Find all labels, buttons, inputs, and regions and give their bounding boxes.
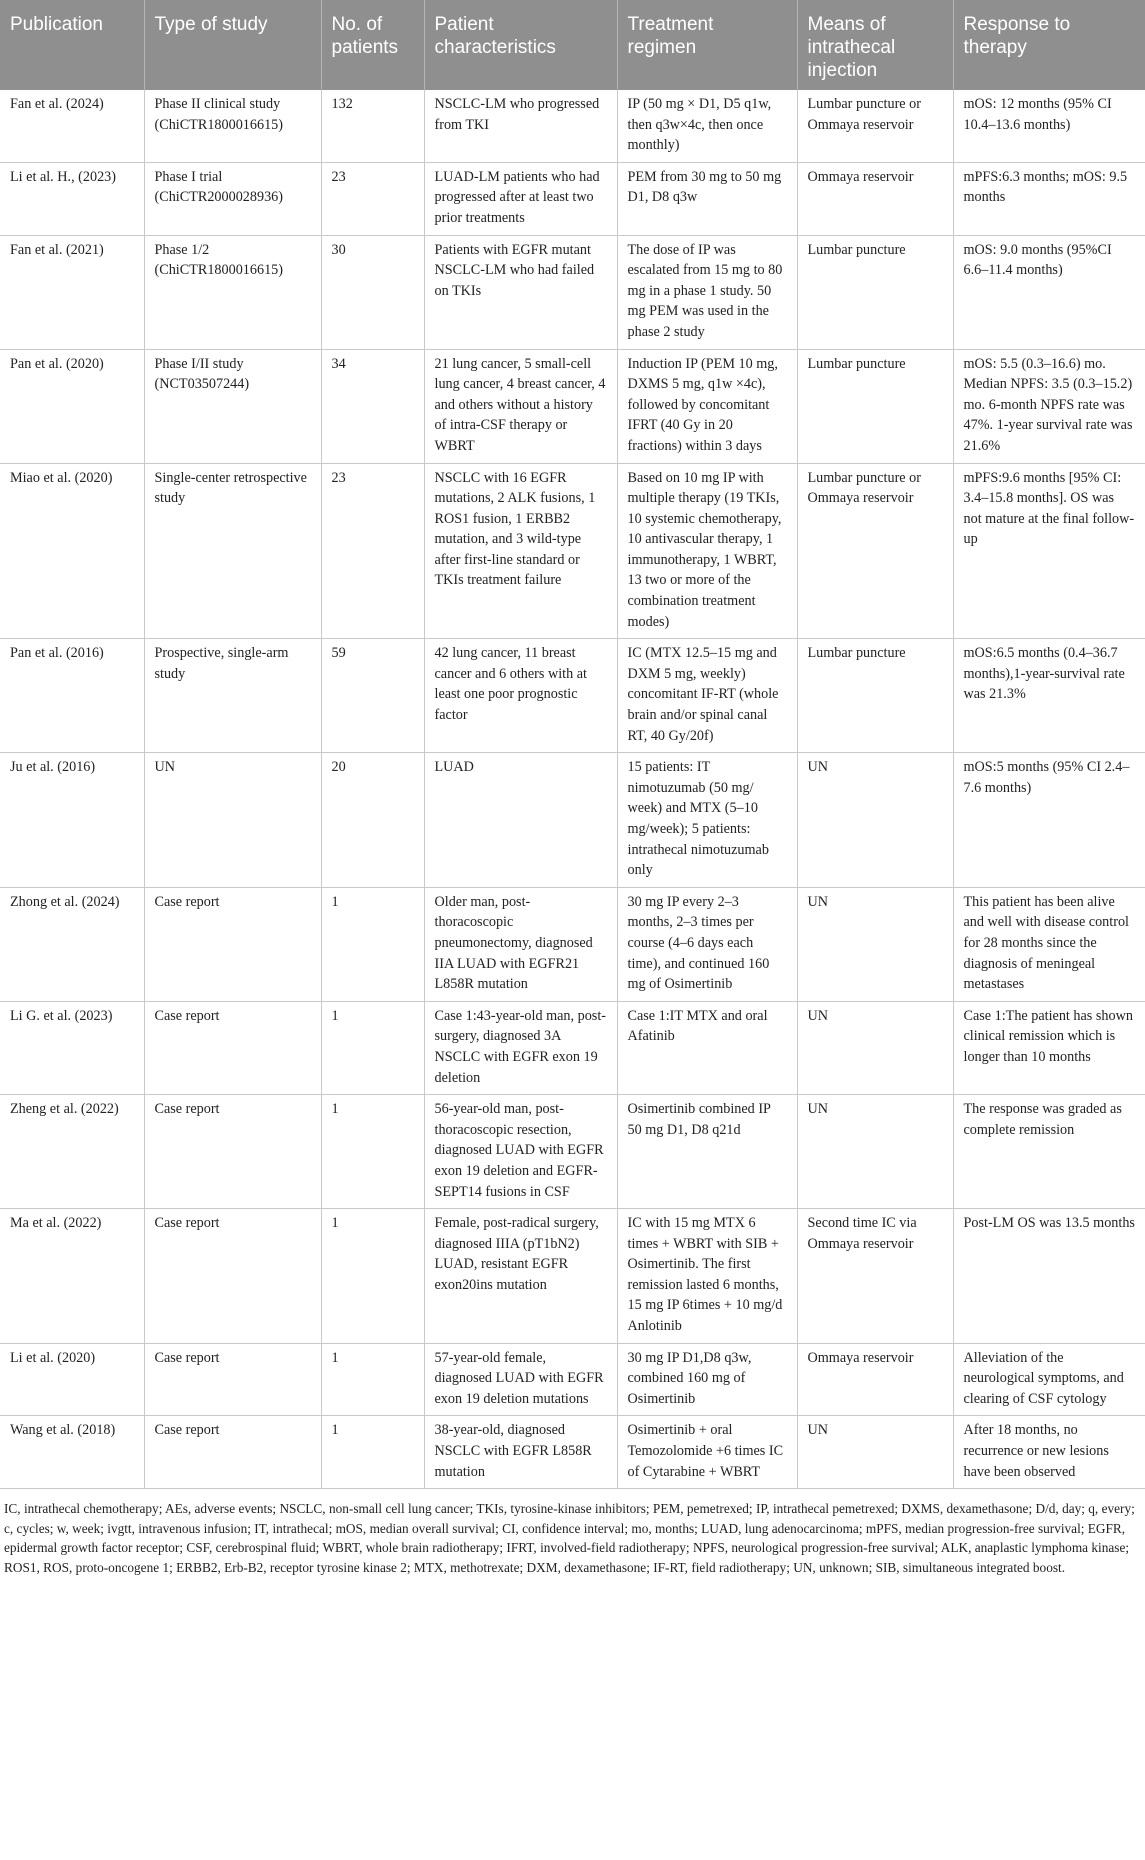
response-cell: mOS: 9.0 months (95%CI 6.6–11.4 months): [953, 235, 1145, 349]
publication-cell: Li et al. (2020): [0, 1343, 144, 1416]
treatment-regimen-cell: IP (50 mg × D1, D5 q1w, then q3w×4c, then once monthly): [617, 90, 797, 162]
injection-means-cell: UN: [797, 1416, 953, 1489]
table-row: [0, 1416, 1145, 1489]
table-row: [0, 1095, 1145, 1209]
treatment-regimen-cell: Osimertinib combined IP 50 mg D1, D8 q21d: [617, 1095, 797, 1209]
response-cell: After 18 months, no recurrence or new lesions have been observed: [953, 1416, 1145, 1489]
table-row: [0, 1343, 1145, 1416]
treatment-regimen-cell: Induction IP (PEM 10 mg, DXMS 5 mg, q1w ×4c), followed by concomitant IFRT (40 Gy in 20 fractions) within 3 days: [617, 349, 797, 463]
patient-characteristics-cell: Female, post-radical surgery, diagnosed IIIA (pT1bN2) LUAD, resistant EGFR exon20ins mutation: [424, 1209, 617, 1344]
header-type-of-study: Type of study: [144, 0, 321, 90]
header-patient-characteristics: Patient characteristics: [424, 0, 617, 90]
study-type-cell: Case report: [144, 1416, 321, 1489]
injection-means-cell: Ommaya reservoir: [797, 162, 953, 235]
injection-means-cell: UN: [797, 753, 953, 888]
response-cell: mPFS:6.3 months; mOS: 9.5 months: [953, 162, 1145, 235]
header-no-of-patients: No. of patients: [321, 0, 424, 90]
study-type-cell: Case report: [144, 1343, 321, 1416]
table-row: [0, 753, 1145, 888]
injection-means-cell: Lumbar puncture: [797, 639, 953, 753]
response-cell: The response was graded as complete remission: [953, 1095, 1145, 1209]
response-cell: Case 1:The patient has shown clinical remission which is longer than 10 months: [953, 1001, 1145, 1094]
patient-characteristics-cell: 42 lung cancer, 11 breast cancer and 6 others with at least one poor prognostic factor: [424, 639, 617, 753]
injection-means-cell: UN: [797, 887, 953, 1001]
treatment-regimen-cell: 30 mg IP every 2–3 months, 2–3 times per course (4–6 days each time), and continued 160 mg of Osimertinib: [617, 887, 797, 1001]
treatment-regimen-cell: 30 mg IP D1,D8 q3w, combined 160 mg of Osimertinib: [617, 1343, 797, 1416]
patient-count-cell: 132: [321, 90, 424, 162]
publication-cell: Ma et al. (2022): [0, 1209, 144, 1344]
table-row: [0, 235, 1145, 349]
table-row: [0, 639, 1145, 753]
response-cell: This patient has been alive and well with disease control for 28 months since the diagnosis of meningeal metastases: [953, 887, 1145, 1001]
publication-cell: Fan et al. (2024): [0, 90, 144, 162]
patient-count-cell: 1: [321, 1343, 424, 1416]
patient-count-cell: 34: [321, 349, 424, 463]
treatment-regimen-cell: IC with 15 mg MTX 6 times + WBRT with SIB + Osimertinib. The first remission lasted 6 months, 15 mg IP 6times + 10 mg/d Anlotinib: [617, 1209, 797, 1344]
table-row: [0, 463, 1145, 639]
table-header: [0, 0, 1145, 90]
header-means-of-injection: Means of intrathecal injection: [797, 0, 953, 90]
table-body: [0, 90, 1145, 1489]
publication-cell: Miao et al. (2020): [0, 463, 144, 639]
table-row: [0, 90, 1145, 162]
patient-count-cell: 1: [321, 1209, 424, 1344]
study-type-cell: Case report: [144, 887, 321, 1001]
publication-cell: Fan et al. (2021): [0, 235, 144, 349]
publication-cell: Pan et al. (2016): [0, 639, 144, 753]
response-cell: mOS:5 months (95% CI 2.4–7.6 months): [953, 753, 1145, 888]
patient-characteristics-cell: 56-year-old man, post-thoracoscopic resection, diagnosed LUAD with EGFR exon 19 deletion and EGFR-SEPT14 fusions in CSF: [424, 1095, 617, 1209]
study-type-cell: Phase 1/2 (ChiCTR1800016615): [144, 235, 321, 349]
patient-characteristics-cell: NSCLC with 16 EGFR mutations, 2 ALK fusions, 1 ROS1 fusion, 1 ERBB2 mutation, and 3 wild-type after first-line standard or TKIs treatment failure: [424, 463, 617, 639]
publication-cell: Pan et al. (2020): [0, 349, 144, 463]
study-type-cell: Case report: [144, 1095, 321, 1209]
publication-cell: Li et al. H., (2023): [0, 162, 144, 235]
study-type-cell: Phase II clinical study (ChiCTR1800016615): [144, 90, 321, 162]
patient-characteristics-cell: 57-year-old female, diagnosed LUAD with EGFR exon 19 deletion mutations: [424, 1343, 617, 1416]
treatment-regimen-cell: Based on 10 mg IP with multiple therapy (19 TKIs, 10 systemic chemotherapy, 10 antivascular therapy, 1 immunotherapy, 1 WBRT, 13 two or more of the combination treatment modes): [617, 463, 797, 639]
response-cell: mPFS:9.6 months [95% CI: 3.4–15.8 months]. OS was not mature at the final follow-up: [953, 463, 1145, 639]
treatment-regimen-cell: IC (MTX 12.5–15 mg and DXM 5 mg, weekly) concomitant IF-RT (whole brain and/or spinal canal RT, 40 Gy/20f): [617, 639, 797, 753]
injection-means-cell: Ommaya reservoir: [797, 1343, 953, 1416]
patient-characteristics-cell: Older man, post-thoracoscopic pneumonectomy, diagnosed IIA LUAD with EGFR21 L858R mutation: [424, 887, 617, 1001]
patient-count-cell: 1: [321, 887, 424, 1001]
patient-count-cell: 20: [321, 753, 424, 888]
patient-count-cell: 23: [321, 463, 424, 639]
treatment-regimen-cell: 15 patients: IT nimotuzumab (50 mg/ week) and MTX (5–10 mg/week); 5 patients: intrathecal nimotuzumab only: [617, 753, 797, 888]
header-treatment-regimen: Treatment regimen: [617, 0, 797, 90]
patient-characteristics-cell: 38-year-old, diagnosed NSCLC with EGFR L858R mutation: [424, 1416, 617, 1489]
treatment-regimen-cell: The dose of IP was escalated from 15 mg to 80 mg in a phase 1 study. 50 mg PEM was used in the phase 2 study: [617, 235, 797, 349]
patient-count-cell: 30: [321, 235, 424, 349]
study-type-cell: Case report: [144, 1001, 321, 1094]
study-type-cell: Phase I/II study (NCT03507244): [144, 349, 321, 463]
publication-cell: Zheng et al. (2022): [0, 1095, 144, 1209]
table-footnote: IC, intrathecal chemotherapy; AEs, adverse events; NSCLC, non-small cell lung cancer; TKIs, tyrosine-kinase inhibitors; PEM, pemetrexed; IP, intrathecal pemetrexed; DXMS, dexamethasone; D/d, day; q, every; c, cycles; w, week; ivgtt, intravenous infusion; IT, intrathecal; mOS, median overall survival; CI, confidence interval; mo, months; LUAD, lung adenocarcinoma; mPFS, median progression-free survival; EGFR, epidermal growth factor receptor; CSF, cerebrospinal fluid; WBRT, whole brain radiotherapy; IFRT, involved-field radiotherapy; NPFS, neurological progression-free survival; ALK, anaplastic lymphoma kinase; ROS1, ROS, proto-oncogene 1; ERBB2, Erb-B2, receptor tyrosine kinase 2; MTX, methotrexate; DXM, dexamethasone; IF-RT, field radiotherapy; UN, unknown; SIB, simultaneous integrated boost.: [4, 1501, 1135, 1575]
injection-means-cell: Lumbar puncture or Ommaya reservoir: [797, 463, 953, 639]
header-row: [0, 0, 1145, 90]
header-publication: Publication: [0, 0, 144, 90]
treatment-regimen-cell: Case 1:IT MTX and oral Afatinib: [617, 1001, 797, 1094]
treatment-regimen-cell: Osimertinib + oral Temozolomide +6 times IC of Cytarabine + WBRT: [617, 1416, 797, 1489]
table-row: [0, 1209, 1145, 1344]
treatment-regimen-cell: PEM from 30 mg to 50 mg D1, D8 q3w: [617, 162, 797, 235]
injection-means-cell: Second time IC via Ommaya reservoir: [797, 1209, 953, 1344]
response-cell: mOS: 5.5 (0.3–16.6) mo. Median NPFS: 3.5 (0.3–15.2) mo. 6-month NPFS rate was 47%. 1-year survival rate was 21.6%: [953, 349, 1145, 463]
patient-characteristics-cell: LUAD: [424, 753, 617, 888]
table-row: [0, 349, 1145, 463]
response-cell: Alleviation of the neurological symptoms, and clearing of CSF cytology: [953, 1343, 1145, 1416]
table-row: [0, 1001, 1145, 1094]
injection-means-cell: Lumbar puncture: [797, 235, 953, 349]
publication-cell: Zhong et al. (2024): [0, 887, 144, 1001]
patient-count-cell: 1: [321, 1416, 424, 1489]
patient-characteristics-cell: Patients with EGFR mutant NSCLC-LM who had failed on TKIs: [424, 235, 617, 349]
publication-cell: Li G. et al. (2023): [0, 1001, 144, 1094]
patient-characteristics-cell: 21 lung cancer, 5 small-cell lung cancer, 4 breast cancer, 4 and others without a history of intra-CSF therapy or WBRT: [424, 349, 617, 463]
injection-means-cell: UN: [797, 1001, 953, 1094]
patient-count-cell: 1: [321, 1095, 424, 1209]
response-cell: mOS:6.5 months (0.4–36.7 months),1-year-survival rate was 21.3%: [953, 639, 1145, 753]
response-cell: Post-LM OS was 13.5 months: [953, 1209, 1145, 1344]
injection-means-cell: UN: [797, 1095, 953, 1209]
publication-cell: Wang et al. (2018): [0, 1416, 144, 1489]
table-row: [0, 162, 1145, 235]
study-type-cell: Phase I trial (ChiCTR2000028936): [144, 162, 321, 235]
patient-count-cell: 1: [321, 1001, 424, 1094]
patient-characteristics-cell: Case 1:43-year-old man, post-surgery, diagnosed 3A NSCLC with EGFR exon 19 deletion: [424, 1001, 617, 1094]
header-response-to-therapy: Response to therapy: [953, 0, 1145, 90]
study-type-cell: UN: [144, 753, 321, 888]
patient-count-cell: 59: [321, 639, 424, 753]
study-type-cell: Prospective, single-arm study: [144, 639, 321, 753]
response-cell: mOS: 12 months (95% CI 10.4–13.6 months): [953, 90, 1145, 162]
patient-characteristics-cell: NSCLC-LM who progressed from TKI: [424, 90, 617, 162]
patient-count-cell: 23: [321, 162, 424, 235]
injection-means-cell: Lumbar puncture or Ommaya reservoir: [797, 90, 953, 162]
study-type-cell: Single-center retrospective study: [144, 463, 321, 639]
patient-characteristics-cell: LUAD-LM patients who had progressed after at least two prior treatments: [424, 162, 617, 235]
publication-cell: Ju et al. (2016): [0, 753, 144, 888]
table-row: [0, 887, 1145, 1001]
injection-means-cell: Lumbar puncture: [797, 349, 953, 463]
study-type-cell: Case report: [144, 1209, 321, 1344]
